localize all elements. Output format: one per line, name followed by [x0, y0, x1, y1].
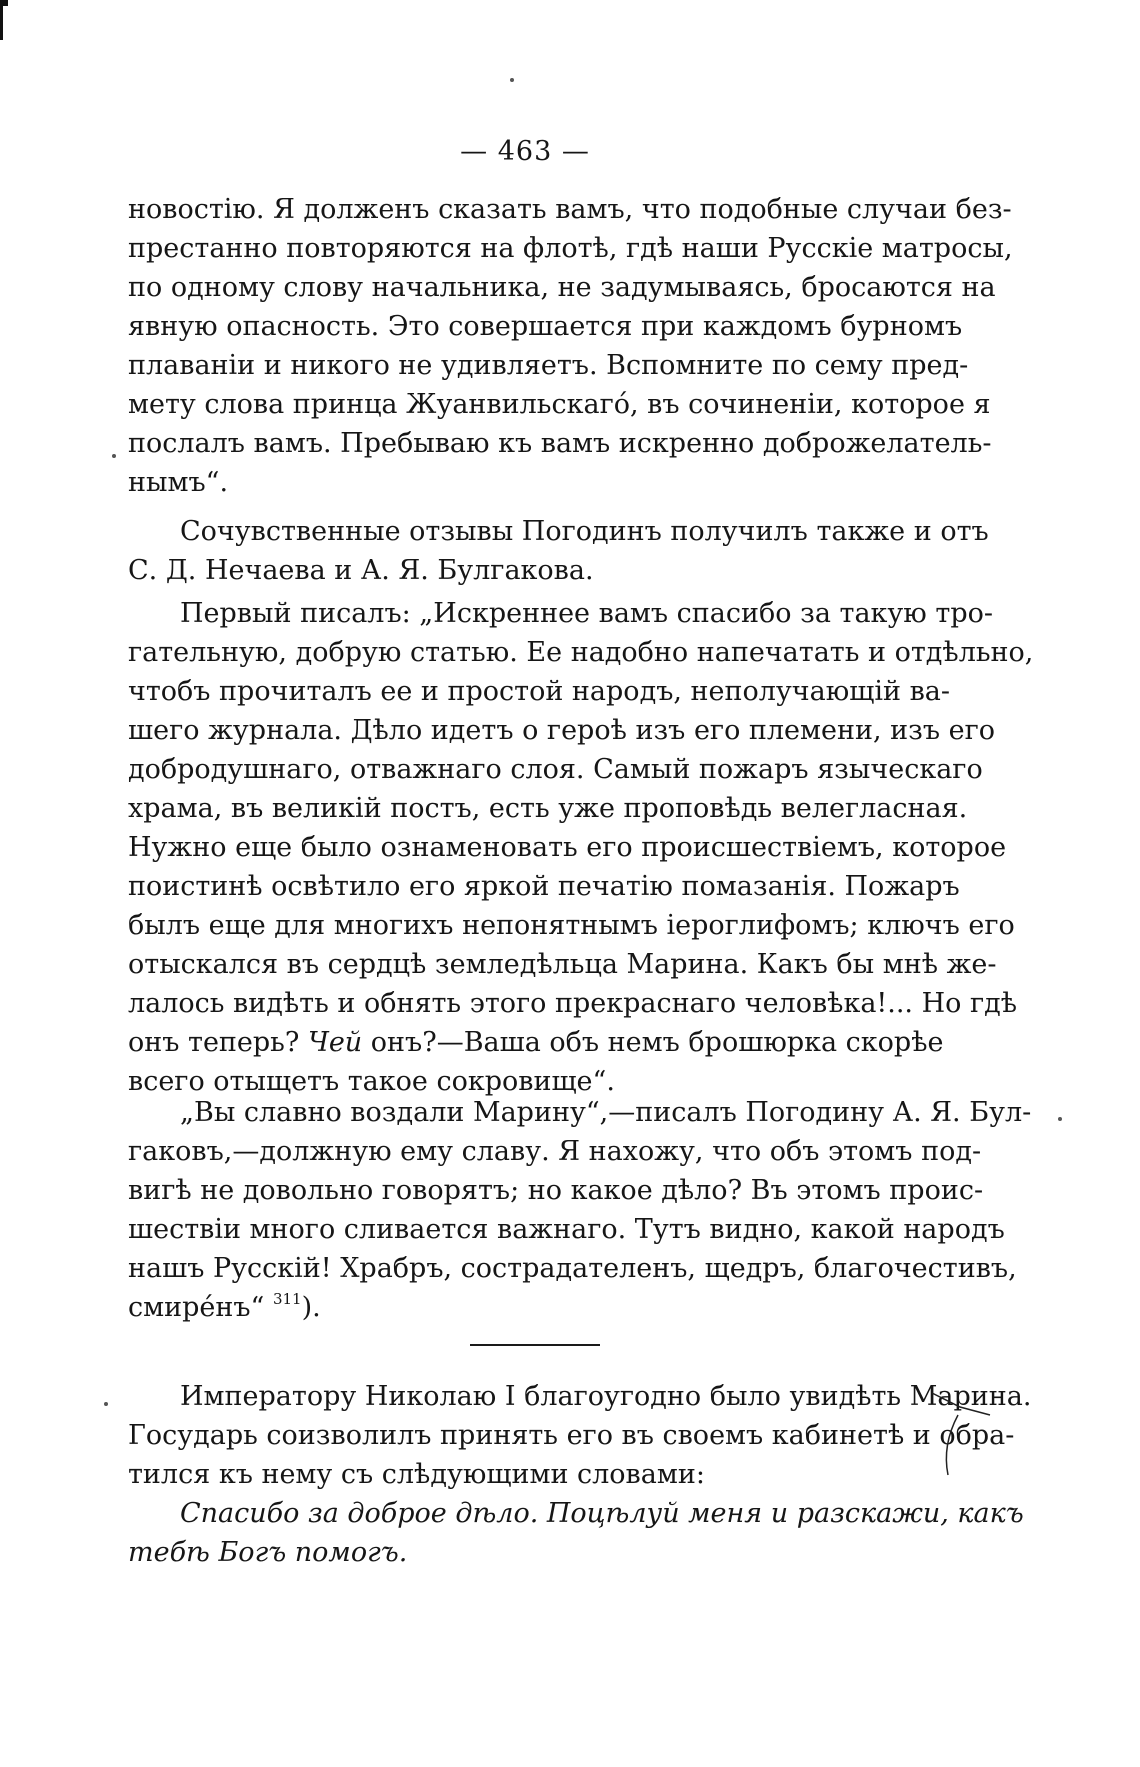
text-line: всего отыщетъ такое сокровище“.: [128, 1066, 615, 1097]
paragraph-1: [128, 190, 1013, 502]
text-run: онъ теперь?: [128, 1027, 308, 1058]
text-line: поистинѣ освѣтило его яркой печатію помазанія. Пожаръ: [128, 871, 960, 902]
text-line: шествіи много сливается важнаго. Тутъ видно, какой народъ: [128, 1214, 1005, 1245]
text-line: послалъ вамъ. Пребываю къ вамъ искренно доброжелатель-: [128, 428, 992, 459]
text-line: былъ еще для многихъ непонятнымъ іероглифомъ; ключъ его: [128, 910, 1015, 941]
scan-speck: [510, 78, 514, 82]
italic-line: Спасибо за доброе дѣло. Поцѣлуй меня и разскажи, какъ: [180, 1498, 1024, 1529]
text-line: добродушнаго, отважнаго слоя. Самый пожаръ языческаго: [128, 754, 983, 785]
text-line: гаковъ,—должную ему славу. Я нахожу, что объ этомъ под-: [128, 1136, 982, 1167]
text-line: гательную, добрую статью. Ее надобно напечатать и отдѣльно,: [128, 637, 1034, 668]
text-line: отыскался въ сердцѣ земледѣльца Марина. Какъ бы мнѣ же-: [128, 949, 997, 980]
text-line: [128, 1023, 944, 1062]
paragraph-4: [128, 1093, 1032, 1327]
scan-edge-mark: [0, 0, 3, 40]
scan-speck: [112, 454, 116, 458]
text-line: вигѣ не довольно говорятъ; но какое дѣло? Въ этомъ проис-: [128, 1175, 984, 1206]
scan-speck: [104, 1402, 108, 1406]
text-line: нашъ Русскій! Храбръ, сострадателенъ, щедръ, благочестивъ,: [128, 1253, 1017, 1284]
margin-pencil-mark: [930, 1385, 1000, 1545]
text-line: престанно повторяются на флотѣ, гдѣ наши Русскіе матросы,: [128, 233, 1013, 264]
page-number: — 463 —: [460, 136, 590, 167]
italic-line: тебѣ Богъ помогъ.: [128, 1537, 408, 1568]
text-line: Первый писалъ: „Искреннее вамъ спасибо за такую тро-: [180, 598, 993, 629]
paragraph-5: [128, 1377, 1032, 1572]
text-line: Нужно еще было ознаменовать его происшествіемъ, которое: [128, 832, 1007, 863]
text-line: тился къ нему съ слѣдующими словами:: [128, 1459, 705, 1490]
text-line: явную опасность. Это совершается при каждомъ бурномъ: [128, 311, 963, 342]
text-line: лалось видѣть и обнять этого прекраснаго человѣка!... Но гдѣ: [128, 988, 1018, 1019]
text-run: смирéнъ“: [128, 1292, 273, 1323]
text-line: мету слова принца Жуанвильскагó, въ сочиненіи, которое я: [128, 389, 991, 420]
text-line: чтобъ прочиталъ ее и простой народъ, неполучающій ва-: [128, 676, 950, 707]
text-line: „Вы славно воздали Марину“,—писалъ Погодину А. Я. Бул-: [180, 1097, 1032, 1128]
paragraph-2: [128, 512, 989, 590]
section-divider: [470, 1344, 600, 1346]
text-line: С. Д. Нечаева и А. Я. Булгакова.: [128, 555, 594, 586]
text-line: Императору Николаю I благоугодно было увидѣть Марина.: [180, 1381, 1032, 1412]
text-line: новостію. Я долженъ сказать вамъ, что подобные случаи без-: [128, 194, 1012, 225]
text-line: нымъ“.: [128, 467, 229, 498]
text-line: [128, 1288, 938, 1327]
footnote-reference: 311: [272, 1290, 302, 1308]
text-line: шего журнала. Дѣло идетъ о героѣ изъ его племени, изъ его: [128, 715, 996, 746]
text-line: плаваніи и никого не удивляетъ. Вспомните по сему пред-: [128, 350, 969, 381]
text-run: ).: [301, 1292, 321, 1323]
text-line: Сочувственные отзывы Погодинъ получилъ также и отъ: [180, 516, 989, 547]
paragraph-3: [128, 594, 1034, 1101]
text-line: храма, въ великій постъ, есть уже проповѣдь велегласная.: [128, 793, 968, 824]
scan-speck: [1058, 1117, 1062, 1121]
text-run: онъ?—Ваша объ немъ брошюрка скорѣе: [362, 1027, 944, 1058]
italic-word: Чей: [307, 1027, 363, 1058]
text-line: Государь соизволилъ принять его въ своемъ кабинетѣ и обра-: [128, 1420, 1015, 1451]
text-line: по одному слову начальника, не задумываясь, бросаются на: [128, 272, 996, 303]
